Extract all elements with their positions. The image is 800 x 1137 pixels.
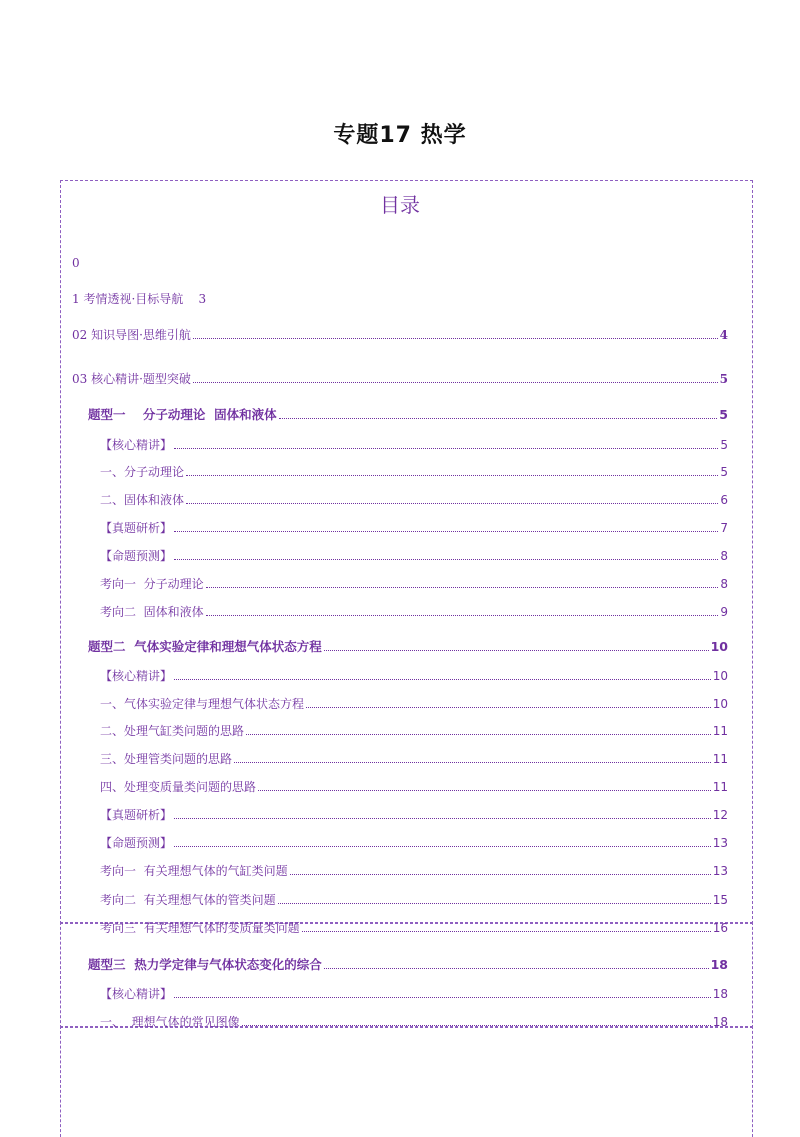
toc-leader	[174, 531, 718, 532]
toc-entry-page: 5	[720, 438, 728, 452]
toc-entry-label: 一、气体实验定律与理想气体状态方程	[100, 697, 305, 711]
toc-entry-subsection[interactable]	[100, 806, 728, 822]
toc-entry-subsection[interactable]	[100, 778, 728, 794]
toc-entry-page: 9	[720, 605, 728, 619]
toc-entry-page: 10	[712, 697, 728, 711]
toc-entry-label: 考向一 有关理想气体的气缸类问题	[100, 864, 288, 878]
toc-entry-page: 8	[720, 549, 728, 563]
toc-entry-page: 10	[712, 669, 728, 683]
toc-entry-section[interactable]	[88, 638, 728, 654]
toc-entry-subsection[interactable]	[100, 575, 728, 591]
toc-leader	[193, 382, 718, 383]
toc-entry-subsection[interactable]	[100, 985, 728, 1001]
toc-entry[interactable]	[72, 326, 728, 342]
toc-leader	[258, 790, 711, 791]
toc-leader	[206, 587, 719, 588]
toc-entry-page: 18	[712, 1015, 728, 1029]
toc-leader	[206, 615, 719, 616]
toc-leader	[186, 503, 718, 504]
toc-entry-subsection[interactable]	[100, 519, 728, 535]
toc-entry-subsection[interactable]	[100, 862, 728, 878]
toc-entry-page: 6	[720, 493, 728, 507]
document-title: 专题17 热学	[333, 123, 467, 148]
toc-entry-page: 13	[712, 836, 728, 850]
toc-entry-subsection[interactable]	[100, 695, 728, 711]
toc-entry-subsection[interactable]	[100, 1013, 728, 1029]
toc-entry-subsection[interactable]	[100, 463, 728, 479]
toc-entry-page: 10	[710, 639, 728, 654]
toc-leader	[174, 448, 718, 449]
toc-leader	[306, 707, 711, 708]
toc-leader	[290, 874, 711, 875]
toc-entry-label: 考向二 固体和液体	[100, 605, 204, 619]
toc-entry-page: 12	[712, 808, 728, 822]
toc-entry[interactable]	[72, 290, 728, 306]
toc-leader	[278, 903, 711, 904]
toc-entry-label: 【真题研析】	[100, 808, 173, 822]
toc-entry-page: 8	[720, 577, 728, 591]
toc-leader	[174, 679, 711, 680]
toc-entry-page: 16	[712, 921, 728, 935]
toc-entry-label: 【真题研析】	[100, 521, 173, 535]
toc-leader	[186, 475, 718, 476]
toc-entry-label: 考向二 有关理想气体的管类问题	[100, 893, 276, 907]
toc-entry[interactable]	[72, 370, 728, 386]
toc-leader	[324, 650, 709, 651]
toc-leader	[174, 997, 711, 998]
toc-entry-page: 11	[712, 724, 728, 738]
toc-entry-label: 考向三 有关理想气体的变质量类问题	[100, 921, 300, 935]
toc-leader	[242, 1025, 711, 1026]
toc-entry-label: 考向一 分子动理论	[100, 577, 204, 591]
toc-entry-label: 四、处理变质量类问题的思路	[100, 780, 257, 794]
toc-entry-label: 【核心精讲】	[100, 438, 173, 452]
toc-entry-label: 一、 理想气体的常见图像	[100, 1015, 240, 1029]
toc-entry-subsection[interactable]	[100, 436, 728, 452]
toc-leader	[234, 762, 711, 763]
toc-entry-subsection[interactable]	[100, 603, 728, 619]
toc-entry-label: 二、固体和液体	[100, 493, 185, 507]
toc-leader	[174, 559, 718, 560]
toc-heading: 目录	[380, 193, 420, 217]
toc-entry-subsection[interactable]	[100, 491, 728, 507]
toc-entry-page: 4	[719, 328, 728, 342]
toc-entry-page: 11	[712, 780, 728, 794]
toc-leader	[279, 418, 718, 419]
toc-entry-label: 三、处理管类问题的思路	[100, 752, 233, 766]
toc-entry-page: 11	[712, 752, 728, 766]
toc-entry-subsection[interactable]	[100, 667, 728, 683]
toc-entry-page: 5	[719, 372, 728, 386]
toc-entry-subsection[interactable]	[100, 919, 728, 935]
toc-entry-label: 题型三 热力学定律与气体状态变化的综合	[88, 957, 322, 972]
toc-entry-section[interactable]	[88, 956, 728, 972]
toc-entry-page: 18	[710, 957, 728, 972]
toc-entry-label: 题型二 气体实验定律和理想气体状态方程	[88, 639, 322, 654]
toc-entry-label: 题型一 分子动理论 固体和液体	[88, 407, 277, 422]
toc-entry-label: 【核心精讲】	[100, 669, 173, 683]
toc-leader	[193, 338, 718, 339]
toc-entry-label: 02 知识导图·思维引航	[72, 328, 191, 342]
toc-entry-subsection[interactable]	[100, 722, 728, 738]
toc-leader	[302, 931, 711, 932]
toc-leader	[174, 846, 711, 847]
toc-leader	[324, 968, 709, 969]
toc-entry-label: 【命题预测】	[100, 836, 173, 850]
toc-entry-page: 5	[719, 407, 728, 422]
toc-entry-page: 7	[720, 521, 728, 535]
toc-entry-section[interactable]	[88, 406, 728, 422]
toc-entry-label: 【核心精讲】	[100, 987, 173, 1001]
toc-entry-subsection[interactable]	[100, 750, 728, 766]
toc-entry[interactable]	[72, 254, 728, 270]
toc-leader	[174, 818, 711, 819]
toc-entry-label: 【命题预测】	[100, 549, 173, 563]
toc-frame-3	[60, 1026, 753, 1137]
toc-entry-page: 18	[712, 987, 728, 1001]
toc-entry-page: 15	[712, 893, 728, 907]
toc-leader	[246, 734, 711, 735]
toc-entry-page: 5	[720, 465, 728, 479]
toc-entry-subsection[interactable]	[100, 547, 728, 563]
toc-entry-label: 一、分子动理论	[100, 465, 185, 479]
toc-entry-label: 二、处理气缸类问题的思路	[100, 724, 245, 738]
toc-entry-subsection[interactable]	[100, 891, 728, 907]
toc-entry-page: 13	[712, 864, 728, 878]
toc-entry-label: 1 考情透视·目标导航 3	[72, 292, 207, 306]
toc-entry-label: 0	[72, 256, 80, 270]
toc-entry-subsection[interactable]	[100, 834, 728, 850]
toc-entry-label: 03 核心精讲·题型突破	[72, 372, 191, 386]
